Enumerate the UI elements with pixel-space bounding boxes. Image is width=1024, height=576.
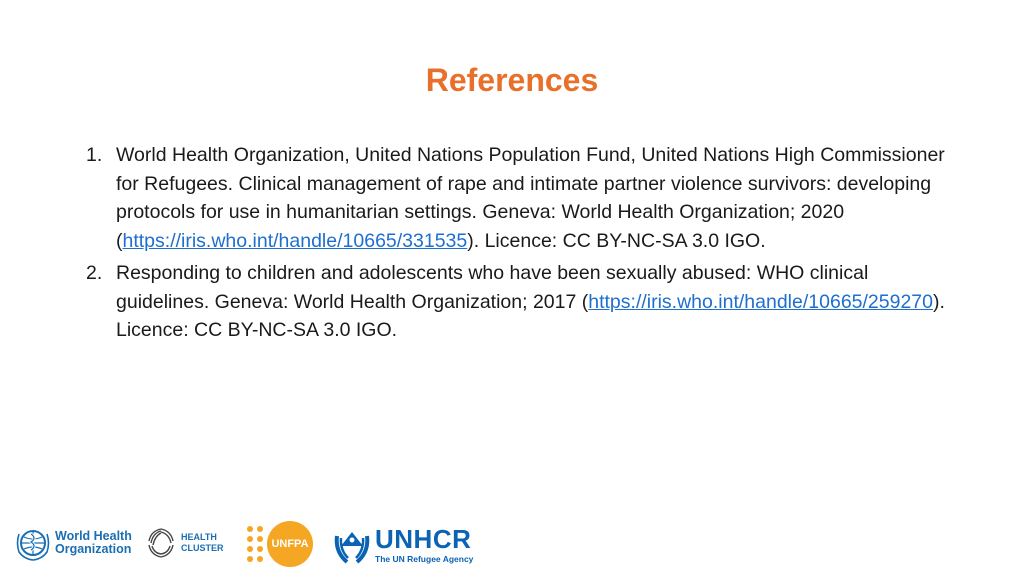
unfpa-badge: [267, 521, 313, 567]
health-cluster-logo: [145, 522, 224, 564]
reference-text-end: ). Licence: CC BY-NC-SA 3.0 IGO.: [116, 290, 945, 341]
reference-item-2: [80, 259, 960, 345]
unhcr-logo: [333, 520, 473, 570]
reference-link-1[interactable]: https://iris.who.int/handle/10665/331535: [122, 229, 468, 252]
reference-number: 2.: [86, 262, 103, 284]
unfpa-dots-icon: [245, 524, 269, 564]
reference-text: World Health Organization, United Nations Population Fund, United Nations High Commissioner for Refugees. Clinical management of rape and intimate partner violence survivors: developing protocols for use in humanitarian settings. Geneva: World Health Organization; 2020 (: [116, 144, 945, 252]
health-cluster-line2: CLUSTER: [181, 543, 224, 553]
who-name-line1: World Health: [55, 529, 132, 543]
footer-logos: [0, 516, 1024, 576]
reference-link-2[interactable]: https://iris.who.int/handle/10665/259270: [588, 290, 933, 313]
unhcr-hands-icon: [333, 524, 371, 566]
unhcr-name: UNHCR: [375, 524, 472, 555]
unfpa-text: UNFPA: [271, 538, 309, 550]
reference-text: Responding to children and adolescents who have been sexually abused: WHO clinical guidelines. Geneva: World Health Organization; 2017 (: [116, 262, 869, 313]
unfpa-logo: [245, 521, 313, 567]
who-logo: [14, 522, 132, 564]
who-name-line2: Organization: [55, 542, 132, 556]
slide-title: References: [425, 62, 599, 98]
unhcr-tagline: The UN Refugee Agency: [375, 554, 474, 565]
references-list: [80, 141, 960, 349]
health-cluster-icon: [145, 525, 177, 561]
health-cluster-line1: HEALTH: [181, 532, 217, 542]
reference-text-end: ). Licence: CC BY-NC-SA 3.0 IGO.: [467, 229, 766, 252]
who-emblem-icon: [14, 524, 52, 562]
reference-number: 1.: [86, 144, 103, 166]
reference-item-1: [80, 141, 960, 255]
